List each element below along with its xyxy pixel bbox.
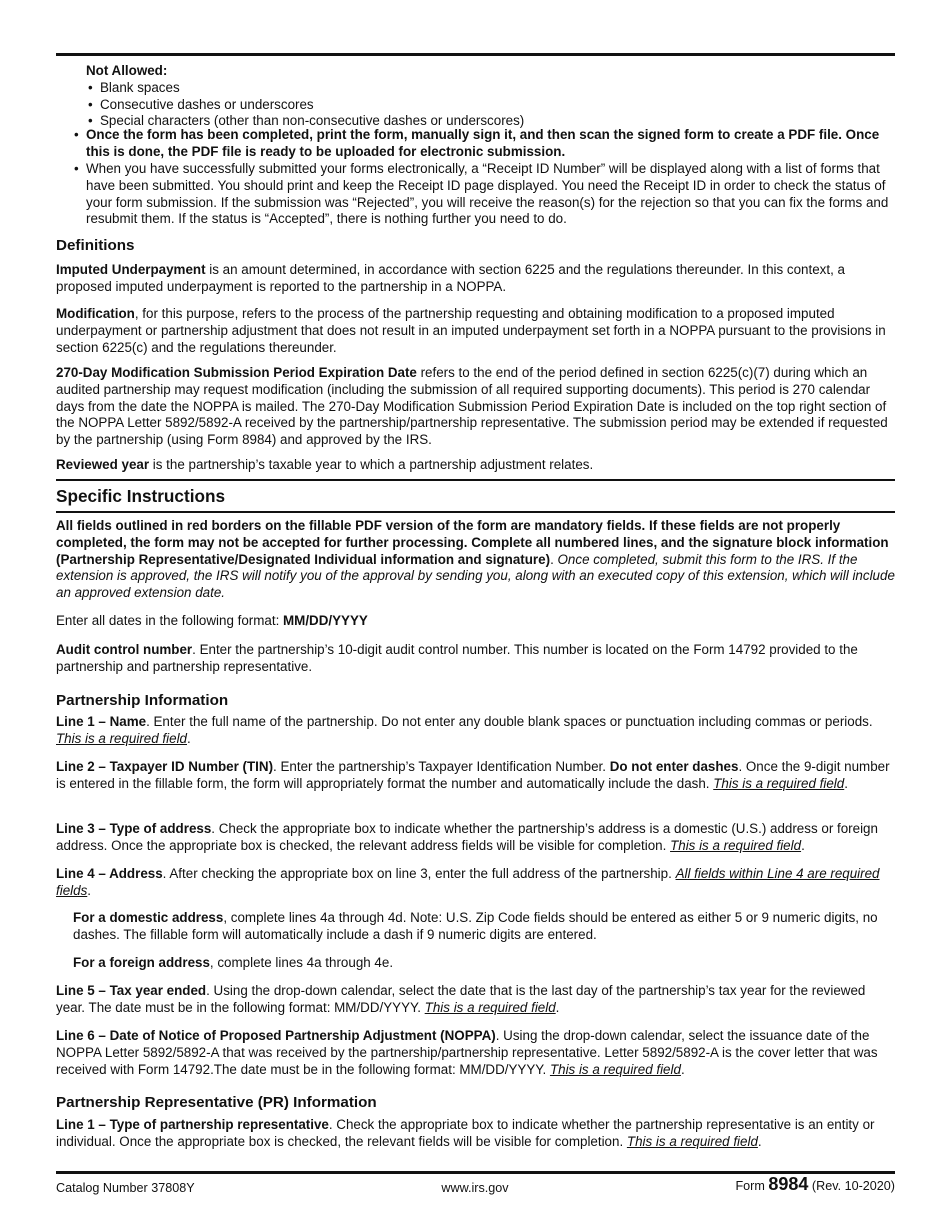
date-format-paragraph: Enter all dates in the following format: MM/DD/YYYY: [56, 613, 368, 628]
line3-address-type-paragraph: Line 3 – Type of address. Check the appropriate box to indicate whether the partnership’s address is a domestic (U.S.) address or foreign address. Once the appropriate box is checked, the relevant address fields will be visible for completion. This is a required field.: [56, 821, 878, 853]
catalog-number: Catalog Number 37808Y: [56, 1181, 195, 1195]
specific-instructions-heading: Specific Instructions: [56, 486, 226, 506]
list-item: • Blank spaces: [86, 80, 895, 97]
irs-url[interactable]: www.irs.gov: [441, 1181, 509, 1195]
print-sign-text: Once the form has been completed, print the form, manually sign it, and then scan the signed form to create a PDF file. Once this is done, the PDF file is ready to be uploaded for electronic submission.: [86, 127, 880, 159]
definitions-heading: Definitions: [56, 237, 135, 254]
top-rule: [56, 53, 895, 56]
domestic-address-paragraph: For a domestic address, complete lines 4a through 4d. Note: U.S. Zip Code fields should be entered as either 5 or 9 numeric digits, no dashes. The fillable form will automatically include a dash if 9 numeric digits are entered.: [73, 910, 878, 942]
line2-tin-paragraph: Line 2 – Taxpayer ID Number (TIN). Enter the partnership’s Taxpayer Identification Number. Do not enter dashes. Once the 9-digit number is entered in the fillable form, the form will appropriately format the number and automatically include the dash. This is a required field.: [56, 759, 890, 791]
list-item: • Special characters (other than non-consecutive dashes or underscores): [86, 113, 895, 130]
period-definition: 270-Day Modification Submission Period Expiration Date refers to the end of the period defined in section 6225(c)(7) during which an audited partnership may request modification (including the submission of all required supporting documents). This period is 270 calendar days from the date the NOPPA is mailed. The 270-Day Modification Submission Period Expiration Date is included on the top right section of the NOPPA Letter 5892/5892-A received by the partnership/partnership representative. The submission period may be extended if requested by the partnership (using Form 8984) and approved by the IRS.: [56, 365, 888, 448]
pr-info-heading: Partnership Representative (PR) Information: [56, 1094, 377, 1111]
not-allowed-section: [86, 63, 895, 130]
pr-line1-paragraph: Line 1 – Type of partnership representative. Check the appropriate box to indicate whether the partnership representative is an entity or individual. Once the appropriate box is checked, the relevant fields will be visible for completion. This is a required field.: [56, 1117, 875, 1149]
line6-noppa-paragraph: Line 6 – Date of Notice of Proposed Partnership Adjustment (NOPPA). Using the drop-down calendar, select the issuance date of the NOPPA Letter 5892/5892-A that was received by the partnership/partnership representative. Letter 5892/5892-A is the cover letter that was received with Form 14792.The date must be in the following format: MM/DD/YYYY. This is a required field.: [56, 1028, 878, 1077]
modification-definition: Modification, for this purpose, refers to the process of the partnership requesting and obtaining modification to a proposed imputed underpayment or partnership adjustment that does not result in an imputed underpayment set forth in a NOPPA pursuant to the provisions in section 6225(c) and the regulations thereunder.: [56, 306, 886, 355]
audit-control-paragraph: Audit control number. Enter the partnership’s 10-digit audit control number. This number is located on the Form 14792 provided to the partnership and partnership representative.: [56, 642, 858, 674]
not-allowed-list: [86, 80, 895, 130]
reviewed-year-definition: Reviewed year is the partnership’s taxable year to which a partnership adjustment relates.: [56, 457, 594, 472]
line4-address-paragraph: Line 4 – Address. After checking the appropriate box on line 3, enter the full address of the partnership. All fields within Line 4 are required fields.: [56, 866, 880, 898]
mandatory-fields-paragraph: All fields outlined in red borders on the fillable PDF version of the form are mandatory fields. If these fields are not properly completed, the form may not be accepted for further processing. Complete all numbered lines, and the signature block information (Partnership Representative/Designated Individual information and signature). Once completed, submit this form to the IRS. If the extension is approved, the IRS will notify you of the approval by sending you, along with an executed copy of this extension, which will include an approved extension date.: [56, 518, 895, 601]
list-item: • Consecutive dashes or underscores: [86, 97, 895, 114]
receipt-text: • When you have successfully submitted your forms electronically, a “Receipt ID Number” will be displayed along with a list of forms that have been submitted. You should print and keep the Receipt ID page displayed. You need the Receipt ID in order to check the status of your form submission. If the submission was “Rejected”, you will receive the reason(s) for the rejection so that you can fix the forms and resubmit them. If the status is “Accepted”, there is nothing further you need to do.: [72, 161, 895, 228]
section-rule: [56, 511, 895, 513]
line1-name-paragraph: Line 1 – Name. Enter the full name of the partnership. Do not enter any double blank spaces or punctuation including commas or periods. This is a required field.: [56, 714, 873, 746]
form-id: Form 8984 (Rev. 10-2020): [735, 1174, 895, 1194]
partnership-info-heading: Partnership Information: [56, 692, 229, 709]
print-sign-bullet: [72, 127, 895, 161]
imputed-definition: Imputed Underpayment is an amount determined, in accordance with section 6225 and the regulations thereunder. In this context, a proposed imputed underpayment is reported to the partnership in a NOPPA.: [56, 262, 845, 294]
section-rule: [56, 479, 895, 481]
line5-tax-year-paragraph: Line 5 – Tax year ended. Using the drop-down calendar, select the date that is the last day of the partnership’s tax year for the reviewed year. The date must be in the following format: MM/DD/YYYY. This is a required field.: [56, 983, 866, 1015]
not-allowed-heading: Not Allowed:: [86, 63, 168, 78]
receipt-bullet: [72, 161, 895, 228]
foreign-address-paragraph: For a foreign address, complete lines 4a through 4e.: [73, 955, 394, 970]
